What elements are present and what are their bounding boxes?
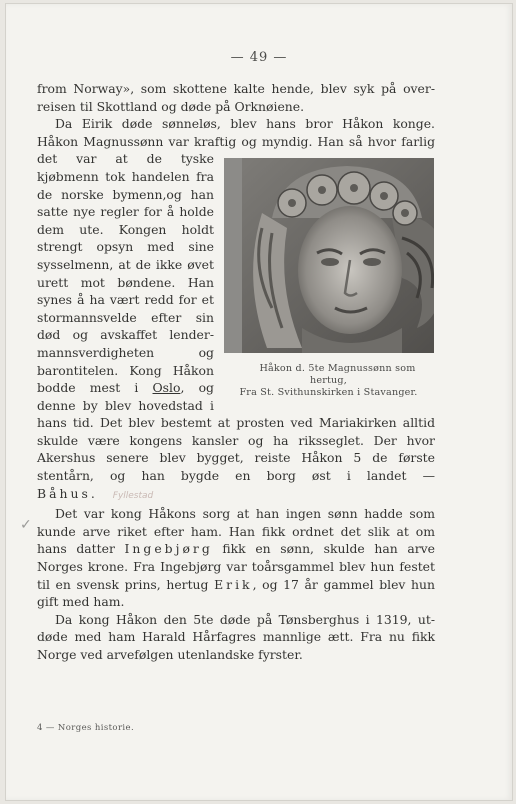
paragraph-2 [37,115,435,505]
ingebjorg-word: Ingebjørg [124,541,213,557]
pencil-check-mark: ✓ [20,517,32,533]
figure-caption [222,363,435,399]
book-page [6,4,512,800]
signature-footnote: 4 — Norges historie. [37,723,135,733]
figure [222,158,435,399]
erik-word: Erik [214,576,253,592]
paragraph-2-end: . [90,485,95,501]
paragraph-4: Da kong Håkon den 5te døde på Tønsberghus i 1319, utdøde med ham Harald Hårfagres mannlige ætt. Fra nu fikk Norge ved arvefølgen utenlandske fyrster. [37,611,435,662]
paragraph-3-c: , og 17 år gammel blev hun gift med ham. [37,576,435,610]
caption-line-2: Fra St. Svithunskirken i Stavanger. [239,387,418,399]
bahus-word: Båhus [37,485,91,501]
paragraph-2-start: Da Eirik døde sønneløs, blev hans bror Håkon konge. Håkon Magnussønn var kraftig og myndig. Han så hvor farlig det var [37,116,435,167]
caption-line-1: Håkon d. 5te Magnussønn som hertug, [259,363,416,387]
oslo-word: Oslo [152,380,181,396]
paragraph-3 [37,505,435,611]
paragraph-2-middle: at de tyske kjøbmenn tok handelen fra de norske bymenn,og han satte nye regler for å holde dem ute. Kongen holdt strengt opsyn med sine sysselmenn, at de ikke øvet urett mot bøndene. Han synes å ha vært redd for et stormannsvelde efter sin død og avskaffet lendermannsverdigheten og barontitelen. Kong Håkon bodde mest i [37,151,214,396]
paragraph-3-a: Det var kong Håkons sorg at han ingen sønn hadde som kunde arve riket efter ham. Han fikk ordnet det slik at om hans datter [37,506,435,557]
carved-head-image [224,158,434,353]
stone-carving-illustration [242,158,434,353]
paragraph-3-b: fikk en sønn, skulde han arve Norges krone. Fra Ingebjørg var toårsgammel blev hun festet til en svensk prins, hertug [37,541,435,592]
paragraph-2-tail: , og denne by blev hovedstad i hans tid. Det blev bestemt at prosten ved Mariakirken alltid skulde være kongens kansler og ha riksseglet. Der hvor Akershus senere blev bygget, reiste Håkon 5 de første stentårn, og han bygde en borg øst i landet — [37,380,435,484]
page-number: — 49 — [230,50,288,65]
paragraph-1: from Norway», som skottene kalte hende, blev syk på overreisen til Skottland og døde på Orknøiene. [37,81,435,114]
body-text [37,80,435,664]
pencil-annotation: Fyllestad [112,490,154,501]
